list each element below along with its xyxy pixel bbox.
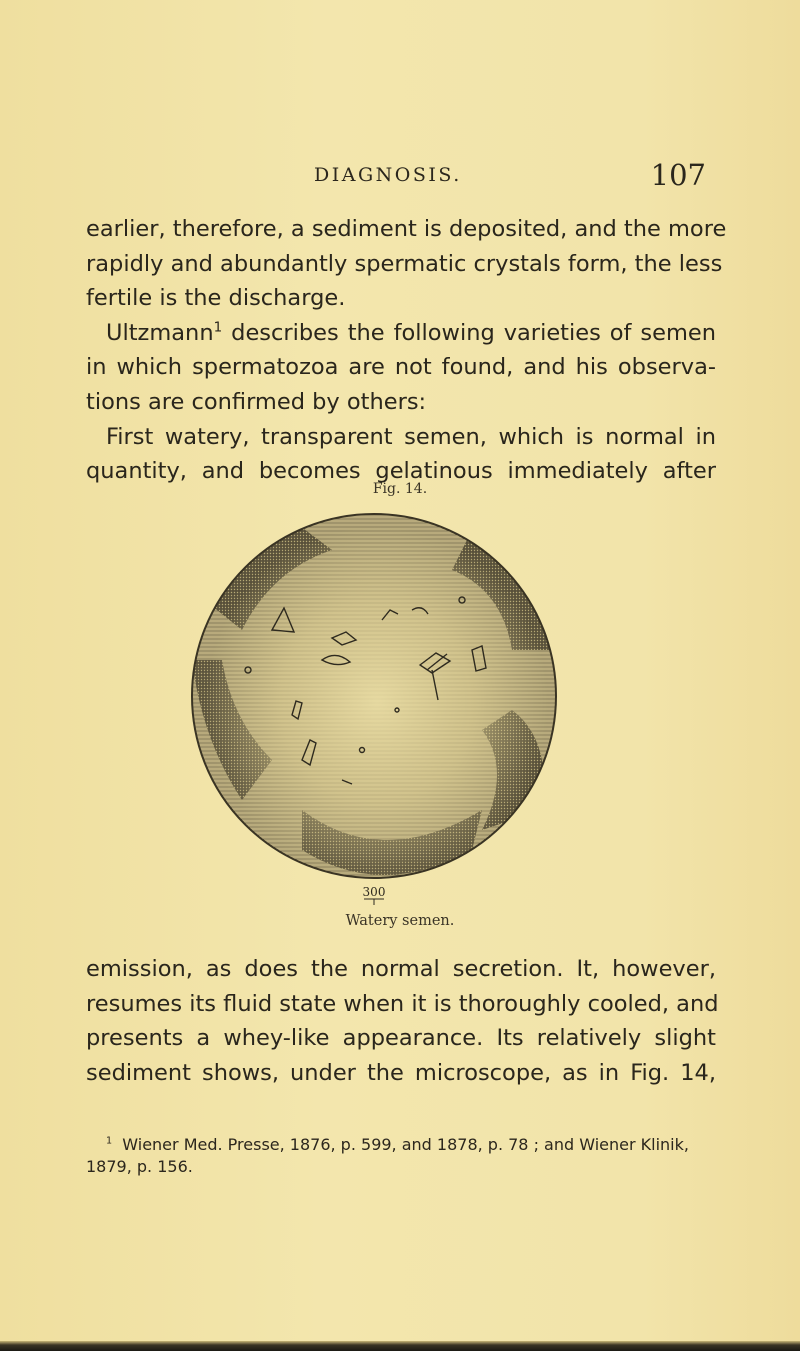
page-number: 107 [650,158,706,192]
paragraph-after-figure [86,952,719,1090]
text-line: in which spermatozoa are not found, and his observa- [86,354,716,381]
microscope-field [182,510,572,910]
running-head: DIAGNOSIS. [314,164,462,186]
figure-caption: Watery semen. [345,913,455,929]
footnote [86,1134,716,1178]
text-fragment: describes the following varieties of semen [231,319,717,346]
microscope-figure [182,510,572,910]
footnote-line: Wiener Med. Presse, 1876, p. 599, and 1878, p. 78 ; and Wiener Klinik, [122,1135,689,1154]
footnote-marker: 1 [106,1135,113,1147]
text-line: First watery, transparent semen, which is normal in [106,423,716,450]
text-line: presents a whey-like appearance. Its relatively slight [86,1025,716,1052]
magnification-label: 300 [362,885,386,899]
text-line: earlier, therefore, a sediment is deposited, and the more [86,216,727,242]
footnote-line: 1879, p. 156. [86,1157,193,1176]
page-header [314,158,706,198]
text-line: rapidly and abundantly spermatic crystals form, the less [86,250,723,277]
author-name: Ultzmann [106,319,214,346]
text-line [86,316,716,351]
text-line: resumes its fluid state when it is thoroughly cooled, and [86,990,719,1017]
text-line: sediment shows, under the microscope, as in Fig. 14, [86,1059,716,1086]
paragraph-before-figure [86,212,727,489]
text-line: fertile is the discharge. [86,285,346,312]
text-line: tions are confirmed by others: [86,388,427,415]
footnote-reference: 1 [213,319,223,336]
text-line: emission, as does the normal secretion. It, however, [86,956,716,982]
page-bottom-edge [0,1341,800,1351]
text-line: quantity, and becomes gelatinous immediately after [86,458,716,485]
figure-label: Fig. 14. [372,481,428,497]
